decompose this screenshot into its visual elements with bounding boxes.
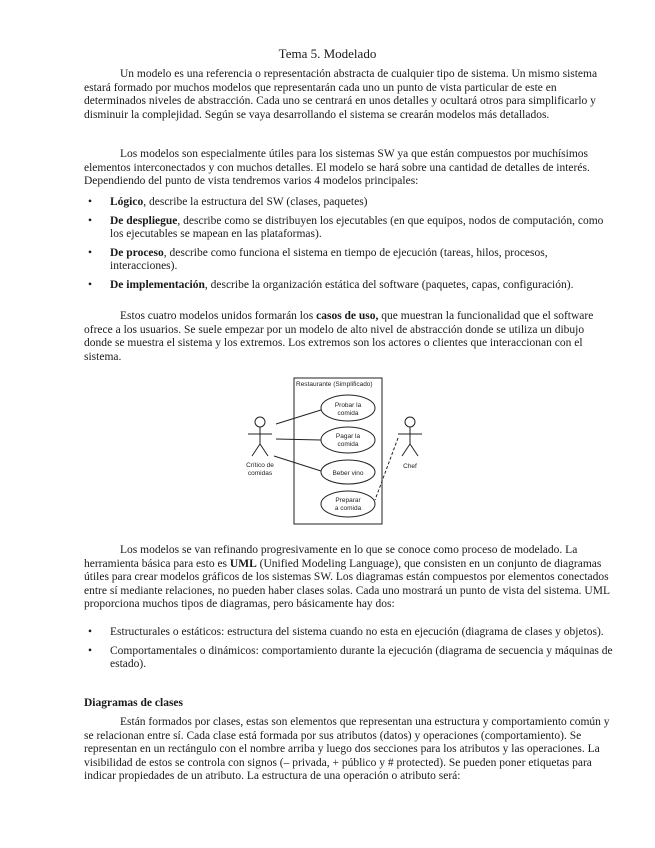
usecase-preparar [321, 491, 375, 517]
actor-chef [398, 417, 422, 470]
model-desc: , describe la estructura del SW (clases, paquetes) [143, 196, 368, 208]
use-case-diagram [232, 376, 422, 528]
list-item [84, 279, 614, 293]
clases-paragraph: Están formados por clases, estas son elementos que representan una estructura y comportamiento común y se relacionan entre sí. Cada clase está formada por sus atributos (datos) y operaciones (comportamiento). Se representan en un rectángulo con el nombre arriba y luego dos secciones para los atributos y las operaciones. La visibilidad de estos se controla con signos (– privada, + público y # protected). Se pueden poner etiquetas para indicar propiedades de un atributo. La estructura de una operación o atributo será: [84, 716, 610, 783]
diagram-types-list [84, 626, 614, 677]
usecases-paragraph: Estos cuatro modelos unidos formarán los casos de uso, que muestran la funcionalidad que el software ofrece a los usuarios. Se suele empezar por un modelo de alto nivel de abstracción donde se utiliza un dibujo donde se muestra el sistema y los extremos. Los extremos son los actores o clientes que interaccionan con el sistema. [84, 310, 594, 363]
svg-text:Preparar: Preparar [335, 497, 361, 504]
bullet-icon: • [88, 196, 93, 208]
list-item: • Estructurales o estáticos: estructura del sistema cuando no esta en ejecución (diagrama de clases y objetos). [88, 626, 604, 638]
list-item [84, 196, 614, 210]
model-term: De despliegue [110, 214, 178, 227]
svg-text:a comida: a comida [334, 505, 362, 512]
usecase-probar [321, 395, 375, 421]
svg-text:Beber vino: Beber vino [332, 470, 364, 477]
svg-text:comida: comida [337, 410, 359, 417]
system-label: Restaurante (Simplificado) [296, 381, 373, 388]
models-list [84, 196, 614, 298]
usecase-beber [321, 460, 375, 484]
model-desc: , describe la organización estática del software (paquetes, capas, configuración). [204, 278, 574, 291]
svg-text:Pagar la: Pagar la [335, 433, 361, 440]
model-desc: , describe como funciona el sistema en tiempo de ejecución (tareas, hilos, procesos, interacciones). [110, 246, 548, 273]
bullet-icon: • [88, 278, 93, 291]
svg-text:comida: comida [337, 441, 359, 448]
models-paragraph: Los modelos son especialmente útiles para los sistemas SW ya que están compuestos por muchísimos elementos interconectados y con muchos detalles. El modelo se hará sobre una cantidad de detalles de interés. Dependiendo del punto de vista tendremos varios 4 modelos principales: [84, 148, 590, 188]
model-term: Lógico [110, 196, 144, 208]
usecase-pagar [321, 427, 375, 453]
svg-text:Probar la: Probar la [334, 402, 362, 409]
uml-paragraph: Los modelos se van refinando progresivamente en lo que se conoce como proceso de modelado. La herramienta básica para esto es UML (Unified Modeling Language), que consisten en un conjunto de diagramas útiles para crear modelos gráficos de los sistemas SW. Los diagramas están compuestos por elementos conectados entre sí mediante relaciones, no pueden haber clases solas. Cada uno mostrará un punto de vista del sistema. UML proporciona muchos tipos de diagramas, pero básicamente hay dos: [84, 544, 610, 611]
section-heading: Diagramas de clases [84, 697, 184, 709]
actor-label: comidas [247, 470, 273, 477]
intro-paragraph: Un modelo es una referencia o representación abstracta de cualquier tipo de sistema. Un mismo sistema estará formado por muchos modelos que representarán cada uno un punto de vista particular de este en determinados niveles de abstracción. Cada uno se centrará en unos detalles y ocultará otros para simplificarlo y disminuir la complejidad. Según se vaya desarrollando el sistema se crearán modelos más detallados. [84, 68, 598, 121]
list-item [84, 247, 614, 274]
actor-critico [246, 417, 274, 477]
model-term: De implementación [110, 278, 205, 291]
actor-label: Crítico de [246, 462, 274, 469]
association-line [276, 439, 321, 440]
model-desc: , describe como se distribuyen los ejecutables (en que equipos, nodos de computación, como los ejecutables se mapean en las plataformas). [110, 214, 604, 241]
list-item: • Comportamentales o dinámicos: comportamiento durante la ejecución (diagrama de secuencia y máquinas de estado). [88, 644, 613, 671]
bullet-icon: • [88, 246, 93, 259]
bullet-icon: • [88, 626, 93, 638]
page-title: Tema 5. Modelado [278, 46, 377, 61]
association-line [274, 456, 321, 471]
bullet-icon: • [88, 214, 93, 227]
list-item [84, 215, 614, 242]
model-term: De proceso [110, 246, 164, 259]
actor-label: Chef [403, 463, 417, 470]
bullet-icon: • [88, 644, 93, 657]
association-line [276, 410, 321, 424]
association-line [375, 438, 398, 500]
